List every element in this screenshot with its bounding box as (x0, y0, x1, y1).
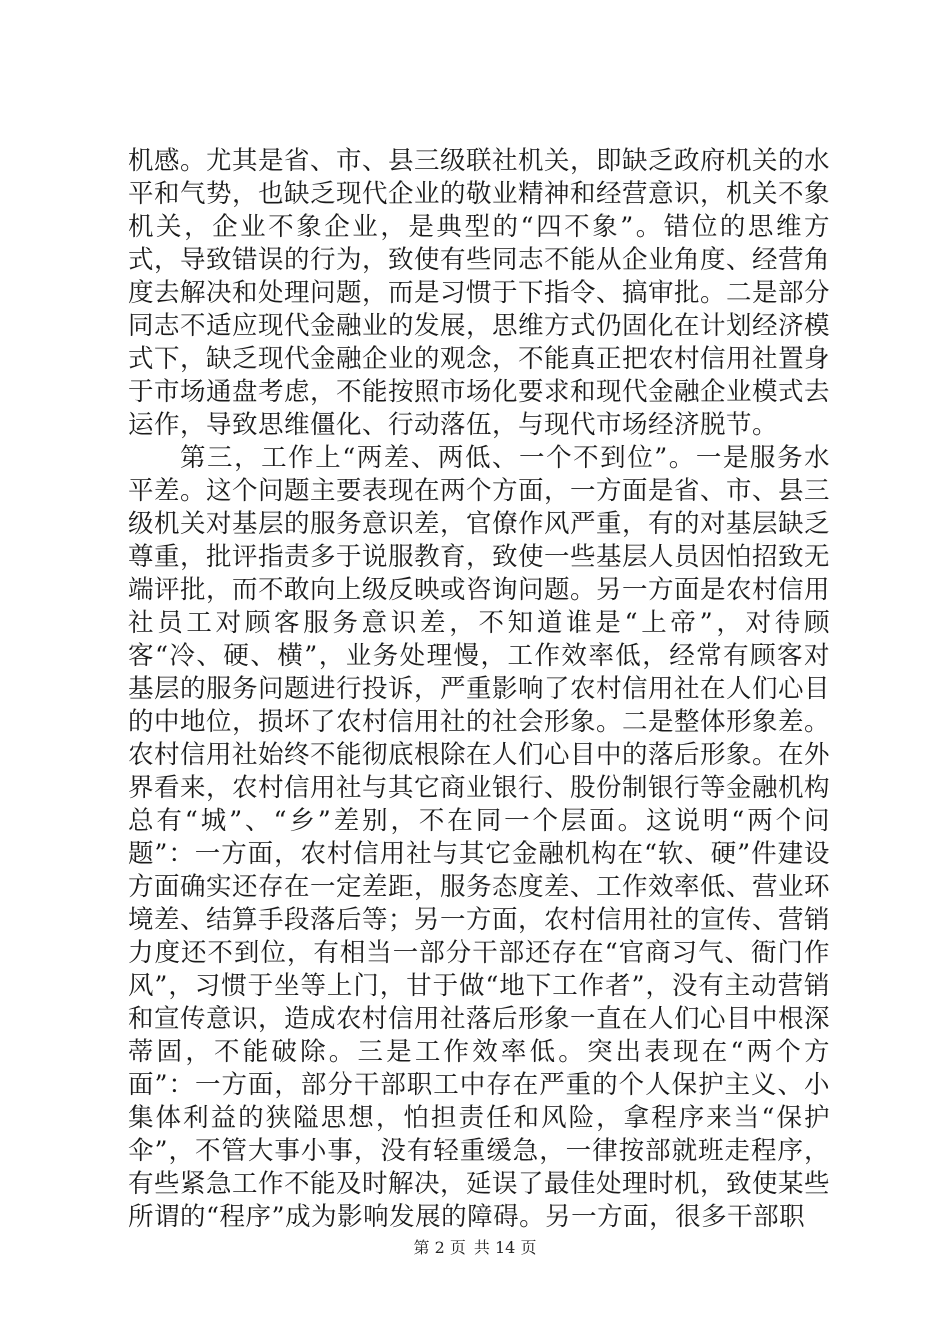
paragraph-1: 机感。尤其是省、市、县三级联社机关，即缺乏政府机关的水平和气势，也缺乏现代企业的敬业精神和经营意识，机关不象机关，企业不象企业，是典型的“四不象”。错位的思维方式，导致错误的行为，致使有些同志不能从企业角度、经营角度去解决和处理问题，而是习惯于下指令、搞审批。二是部分同志不适应现代金融业的发展，思维方式仍固化在计划经济模式下，缺乏现代金融企业的观念，不能真正把农村信用社置身于市场通盘考虑，不能按照市场化要求和现代金融企业模式去运作，导致思维僵化、行动落伍，与现代市场经济脱节。 (128, 146, 831, 440)
document-body (128, 145, 830, 1234)
paragraph-2: 第三，工作上“两差、两低、一个不到位”。一是服务水平差。这个问题主要表现在两个方面，一方面是省、市、县三级机关对基层的服务意识差，官僚作风严重，有的对基层缺乏尊重，批评指责多于说服教育，致使一些基层人员因怕招致无端评批，而不敢向上级反映或咨询问题。另一方面是农村信用社员工对顾客服务意识差，不知道谁是“上帝”，对待顾客“冷、硬、横”，业务处理慢，工作效率低，经常有顾客对基层的服务问题进行投诉，严重影响了农村信用社在人们心目的中地位，损坏了农村信用社的社会形象。二是整体形象差。农村信用社始终不能彻底根除在人们心目中的落后形象。在外界看来，农村信用社与其它商业银行、股份制银行等金融机构总有“城”、“乡”差别，不在同一个层面。这说明“两个问题”：一方面，农村信用社与其它金融机构在“软、硬”件建设方面确实还存在一定差距，服务态度差、工作效率低、营业环境差、结算手段落后等；另一方面，农村信用社的宣传、营销力度还不到位，有相当一部分干部还存在“官商习气、衙门作风”，习惯于坐等上门，甘于做“地下工作者”，没有主动营销和宣传意识，造成农村信用社落后形象一直在人们心目中根深蒂固，不能破除。三是工作效率低。突出表现在“两个方面”：一方面，部分干部职工中存在严重的个人保护主义、小集体利益的狭隘思想，怕担责任和风险，拿程序来当“保护伞”，不管大事小事，没有轻重缓急，一律按部就班走程序，有些紧急工作不能及时解决，延误了最佳处理时机，致使某些所谓的“程序”成为影响发展的障碍。另一方面，很多干部职 (128, 443, 831, 1232)
page-number: 第 2 页 (413, 1238, 466, 1257)
page-total: 共 14 页 (473, 1238, 537, 1257)
page-footer (0, 1238, 950, 1258)
